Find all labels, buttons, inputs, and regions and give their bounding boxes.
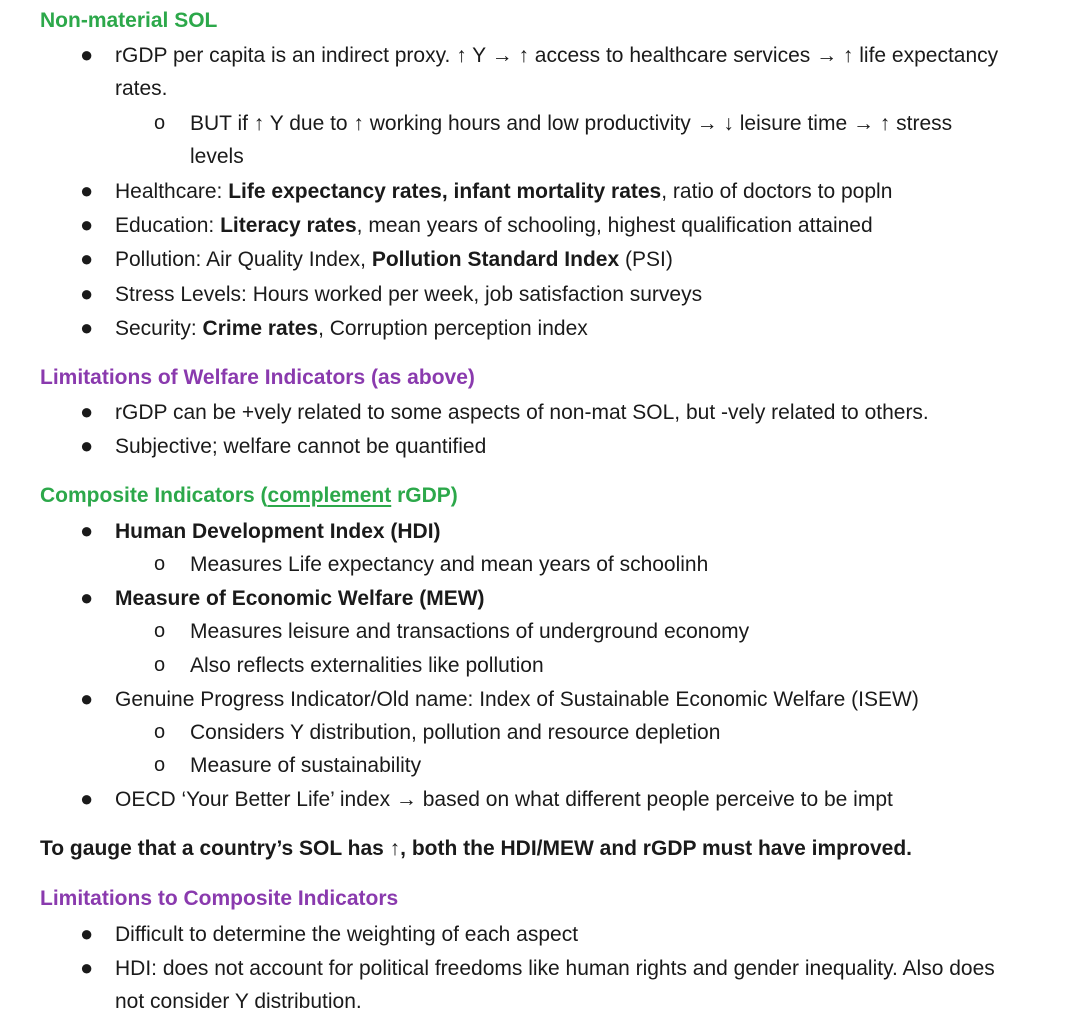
sub-bullet: o — [154, 620, 166, 642]
list-item-rgdp-proxy: rGDP per capita is an indirect proxy. ↑ Y → ↑ access to healthcare services → ↑ life expectancy rates. — [115, 44, 999, 100]
composite-heading-post: rGDP) — [391, 484, 458, 507]
bullet: ● — [80, 955, 94, 980]
heading-composite-indicators — [40, 483, 458, 509]
list-item-stress: Stress Levels: Hours worked per week, job satisfaction surveys — [115, 283, 703, 306]
security-bold: Crime rates — [202, 317, 319, 340]
sub-item-but-if: BUT if ↑ Y due to ↑ working hours and low productivity → ↓ leisure time → ↑ stress levels — [190, 112, 953, 168]
list-item-weighting: Difficult to determine the weighting of each aspect — [115, 923, 579, 946]
list-item-mew: Measure of Economic Welfare (MEW) — [115, 587, 485, 610]
bullet: ● — [80, 246, 94, 271]
healthcare-bold: Life expectancy rates, infant mortality rates — [228, 180, 662, 203]
bullet: ● — [80, 212, 94, 237]
bullet: ● — [80, 433, 94, 458]
healthcare-rest: , ratio of doctors to popln — [661, 180, 893, 203]
list-item-healthcare — [115, 175, 1015, 208]
list-item-hdi: Human Development Index (HDI) — [115, 520, 441, 543]
sub-bullet: o — [154, 721, 166, 743]
heading-limitations-welfare: Limitations of Welfare Indicators (as above) — [40, 366, 475, 389]
bullet: ● — [80, 786, 94, 811]
bullet: ● — [80, 585, 94, 610]
list-item-security — [115, 312, 1015, 345]
bullet: ● — [80, 315, 94, 340]
security-label: Security: — [115, 317, 203, 340]
sub-item-hdi-measures: Measures Life expectancy and mean years of schoolinh — [190, 553, 709, 576]
list-item-pollution — [115, 243, 1015, 276]
bullet: ● — [80, 399, 94, 424]
sub-item-mew-leisure: Measures leisure and transactions of underground economy — [190, 620, 750, 643]
list-item-gpi: Genuine Progress Indicator/Old name: Index of Sustainable Economic Welfare (ISEW) — [115, 688, 919, 711]
sub-item-gpi-distribution: Considers Y distribution, pollution and resource depletion — [190, 721, 721, 744]
pollution-rest: (PSI) — [619, 248, 673, 271]
education-bold: Literacy rates — [220, 214, 357, 237]
bullet: ● — [80, 686, 94, 711]
pollution-bold: Pollution Standard Index — [371, 248, 620, 271]
list-item-education — [115, 209, 1015, 242]
conclusion-statement: To gauge that a country’s SOL has ↑, both the HDI/MEW and rGDP must have improved. — [40, 837, 913, 860]
sub-bullet: o — [154, 654, 166, 676]
pollution-label: Pollution: Air Quality Index, — [115, 248, 372, 271]
sub-item-gpi-sustainability: Measure of sustainability — [190, 754, 422, 777]
composite-heading-pre: Composite Indicators ( — [40, 484, 268, 507]
sub-bullet: o — [154, 553, 166, 575]
list-item-rgdp-related: rGDP can be +vely related to some aspects of non-mat SOL, but -vely related to others. — [115, 401, 929, 424]
composite-heading-underline: complement — [267, 484, 392, 507]
bullet: ● — [80, 281, 94, 306]
bullet: ● — [80, 178, 94, 203]
security-rest: , Corruption perception index — [318, 317, 588, 340]
sub-bullet: o — [154, 754, 166, 776]
heading-limitations-composite: Limitations to Composite Indicators — [40, 887, 399, 910]
bullet: ● — [80, 42, 94, 67]
education-label: Education: — [115, 214, 221, 237]
healthcare-label: Healthcare: — [115, 180, 229, 203]
heading-non-material-sol: Non-material SOL — [40, 9, 218, 32]
sub-item-mew-externalities: Also reflects externalities like pollution — [190, 654, 544, 677]
sub-bullet: o — [154, 112, 166, 134]
list-item-oecd: OECD ‘Your Better Life’ index → based on what different people perceive to be impt — [115, 788, 893, 811]
education-rest: , mean years of schooling, highest qualification attained — [356, 214, 873, 237]
bullet: ● — [80, 518, 94, 543]
bullet: ● — [80, 921, 94, 946]
list-item-hdi-limitations: HDI: does not account for political freedoms like human rights and gender inequality. Also does not consider Y distribution. — [115, 957, 995, 1013]
list-item-subjective: Subjective; welfare cannot be quantified — [115, 435, 487, 458]
